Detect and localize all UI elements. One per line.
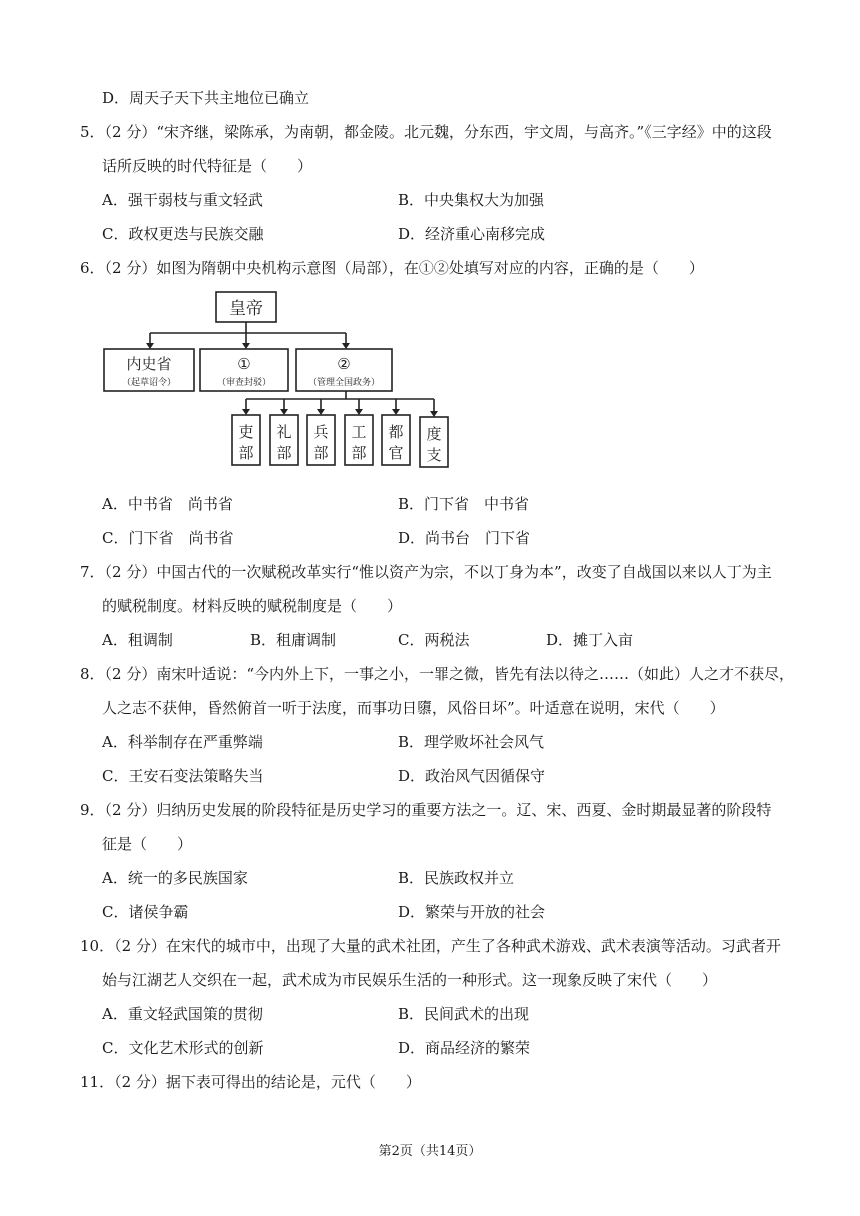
- q7-stem-line1: 7．（2 分）中国古代的一次赋税改革实行“惟以资产为宗，不以丁身为本”，改变了自战国以来以人丁为主: [80, 563, 772, 581]
- dept-3-char-1: 兵: [313, 423, 329, 441]
- q10-option-d: D．商品经济的繁荣: [398, 1039, 531, 1057]
- q10-option-b: B．民间武术的出现: [398, 1005, 530, 1023]
- box-2-note: （管理全国政务）: [307, 378, 381, 388]
- q5-option-d: D．经济重心南移完成: [398, 225, 546, 243]
- page-number-footer: 第2页（共14页）: [378, 1144, 482, 1159]
- dept-2-char-1: 礼: [276, 423, 292, 441]
- neishi-title: 内史省: [126, 355, 172, 373]
- q6-stem: 6．（2 分）如图为隋朝中央机构示意图（局部），在①②处填写对应的内容，正确的是（ ）: [80, 259, 704, 277]
- q9-stem-line1: 9．（2 分）归纳历史发展的阶段特征是历史学习的重要方法之一。辽、宋、西夏、金时期最显著的阶段特: [80, 801, 772, 819]
- dept-3-char-2: 部: [313, 444, 329, 462]
- q7-option-c: C．两税法: [398, 631, 470, 649]
- dept-1-char-1: 吏: [238, 423, 254, 441]
- box-2-title: ②: [337, 355, 351, 373]
- dept-4-char-1: 工: [351, 423, 367, 441]
- q8-option-b: B．理学败坏社会风气: [398, 733, 545, 751]
- q8-stem-line1: 8．（2 分）南宋叶适说：“今内外上下，一事之小，一罪之微，皆先有法以待之……（如此）人之才不获尽，: [80, 665, 795, 683]
- q9-option-c: C．诸侯争霸: [102, 903, 189, 921]
- org-chart-diagram: [100, 287, 460, 477]
- q5-option-c: C．政权更迭与民族交融: [102, 225, 264, 243]
- dept-5-char-1: 都: [388, 423, 404, 441]
- q9-stem-line2: 征是（ ）: [102, 835, 193, 853]
- q6-option-d: D．尚书台 门下省: [398, 529, 531, 547]
- q10-stem-line2: 始与江湖艺人交织在一起，武术成为市民娱乐生活的一种形式。这一现象反映了宋代（ ）: [102, 971, 718, 989]
- q9-option-d: D．繁荣与开放的社会: [398, 903, 546, 921]
- q10-option-a: A．重文轻武国策的贯彻: [102, 1005, 263, 1023]
- dept-4-char-2: 部: [351, 444, 367, 462]
- dept-5-char-2: 官: [388, 444, 404, 462]
- q6-option-a: A．中书省 尚书省: [102, 495, 233, 513]
- q6-option-c: C．门下省 尚书省: [102, 529, 234, 547]
- q4-option-d: D．周天子天下共主地位已确立: [102, 89, 310, 107]
- box-1-title: ①: [237, 355, 251, 373]
- q5-stem-line1: 5．（2 分）“宋齐继，梁陈承，为南朝，都金陵。北元魏，分东西，宇文周，与高齐。”《三字经》中的这段: [80, 123, 772, 141]
- box-1-note: （审查封驳）: [216, 378, 272, 388]
- q5-option-a: A．强干弱枝与重文轻武: [102, 191, 263, 209]
- q10-stem-line1: 10．（2 分）在宋代的城市中，出现了大量的武术社团，产生了各种武术游戏、武术表演等活动。习武者开: [80, 937, 781, 955]
- q5-stem-line2: 话所反映的时代特征是（ ）: [102, 157, 313, 175]
- q8-option-a: A．科举制存在严重弊端: [102, 733, 263, 751]
- emperor-label: 皇帝: [229, 299, 263, 319]
- dept-6-char-2: 支: [426, 446, 442, 464]
- dept-6-char-1: 度: [426, 425, 442, 443]
- neishi-note: （起草诏令）: [121, 378, 177, 388]
- q9-option-b: B．民族政权并立: [398, 869, 515, 887]
- q7-stem-line2: 的赋税制度。材料反映的赋税制度是（ ）: [102, 597, 403, 615]
- q7-option-a: A．租调制: [102, 631, 173, 649]
- q7-option-d: D．摊丁入亩: [546, 631, 634, 649]
- org-chart-svg: [100, 287, 460, 477]
- q10-option-c: C．文化艺术形式的创新: [102, 1039, 264, 1057]
- q11-stem: 11．（2 分）据下表可得出的结论是，元代（ ）: [80, 1073, 421, 1091]
- q8-stem-line2: 人之志不获伸，昏然俯首一听于法度，而事功日隳，风俗日坏”。叶适意在说明，宋代（ ）: [102, 699, 725, 717]
- q8-option-d: D．政治风气因循保守: [398, 767, 546, 785]
- dept-2-char-2: 部: [276, 444, 292, 462]
- q6-option-b: B．门下省 中书省: [398, 495, 530, 513]
- dept-1-char-2: 部: [238, 444, 254, 462]
- q7-option-b: B．租庸调制: [250, 631, 337, 649]
- q5-option-b: B．中央集权大为加强: [398, 191, 545, 209]
- q8-option-c: C．王安石变法策略失当: [102, 767, 264, 785]
- q9-option-a: A．统一的多民族国家: [102, 869, 248, 887]
